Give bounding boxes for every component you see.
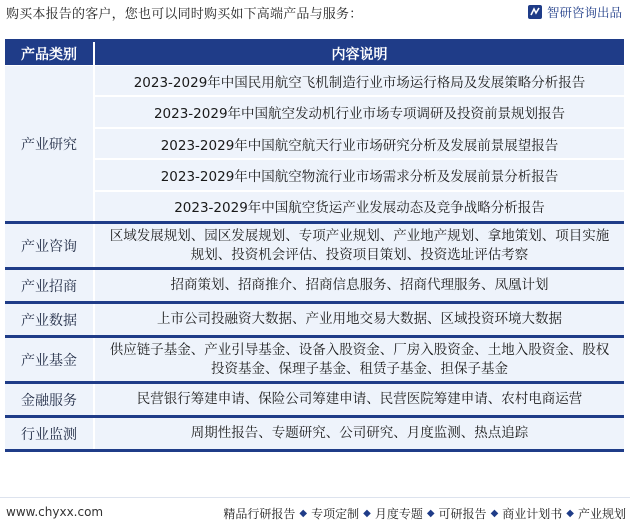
group-investment-promotion <box>5 270 624 304</box>
content-cell: 供应链子基金、产业引导基金、设备入股资金、厂房入股资金、土地入股资金、股权投资基金、保理子基金、租赁子基金、担保子基金 <box>95 338 624 381</box>
report-link[interactable]: 2023-2029年中国航空物流行业市场需求分析及发展前景分析报告 <box>95 160 624 191</box>
report-link[interactable]: 2023-2029年中国航空发动机行业市场专项调研及投资前景规划报告 <box>95 97 624 128</box>
table-header-row <box>5 42 624 66</box>
group-financial-services <box>5 384 624 418</box>
content-cell: 区域发展规划、园区发展规划、专项产业规划、产业地产规划、拿地策划、项目实施规划、投资机会评估、投资项目策划、投资选址评估考察 <box>95 224 624 267</box>
group-industry-monitoring <box>5 418 624 452</box>
report-link[interactable]: 2023-2029年中国民用航空飞机制造行业市场运行格局及发展策略分析报告 <box>95 66 624 97</box>
product-table <box>5 39 624 452</box>
diamond-separator-icon: ◆ <box>426 508 435 519</box>
brand <box>527 3 622 21</box>
brand-name: 智研咨询出品 <box>546 5 622 20</box>
diamond-separator-icon: ◆ <box>566 508 574 519</box>
report-link[interactable]: 2023-2029年中国航空货运产业发展动态及竞争战略分析报告 <box>174 200 545 217</box>
content-cell: 民营银行筹建申请、保险公司筹建申请、民营医院筹建申请、农村电商运营 <box>95 384 624 415</box>
service-item[interactable]: 精品行研报告 <box>223 507 296 521</box>
category-cell: 金融服务 <box>5 384 95 415</box>
content-cell: 招商策划、招商推介、招商信息服务、招商代理服务、凤凰计划 <box>95 270 624 301</box>
intro-text: 购买本报告的客户，您也可以同时购买如下高端产品与服务： <box>6 7 363 22</box>
category-cell: 产业研究 <box>5 66 95 221</box>
diamond-separator-icon: ◆ <box>490 508 499 519</box>
category-cell: 产业数据 <box>5 304 95 335</box>
diamond-separator-icon: ◆ <box>299 508 308 519</box>
report-link[interactable]: 2023-2029年中国航空航天行业市场研究分析及发展前景展望报告 <box>95 129 624 160</box>
category-cell: 产业招商 <box>5 270 95 301</box>
website-link[interactable]: www.chyxx.com <box>6 505 104 519</box>
category-cell: 行业监测 <box>5 418 95 449</box>
brand-logo-icon <box>527 4 543 20</box>
group-industry-research <box>5 66 624 224</box>
service-list <box>223 505 626 522</box>
page-header <box>0 0 630 26</box>
service-item[interactable]: 可研报告 <box>438 507 487 521</box>
service-item[interactable]: 月度专题 <box>374 507 423 521</box>
content-cell: 周期性报告、专题研究、公司研究、月度监测、热点追踪 <box>95 418 624 449</box>
group-industry-fund <box>5 338 624 384</box>
category-cell: 产业咨询 <box>5 224 95 267</box>
category-cell: 产业基金 <box>5 338 95 381</box>
content-cell: 上市公司投融资大数据、产业用地交易大数据、区域投资环境大数据 <box>95 304 624 335</box>
page-footer <box>0 497 630 524</box>
service-item[interactable]: 专项定制 <box>311 507 360 521</box>
report-list <box>95 66 624 221</box>
group-industry-data <box>5 304 624 338</box>
service-item[interactable]: 商业计划书 <box>502 507 563 521</box>
diamond-separator-icon: ◆ <box>363 508 371 519</box>
service-item[interactable]: 产业规划 <box>577 507 626 521</box>
header-category: 产品类别 <box>5 42 95 65</box>
group-industry-consulting <box>5 224 624 270</box>
header-content: 内容说明 <box>95 42 624 65</box>
